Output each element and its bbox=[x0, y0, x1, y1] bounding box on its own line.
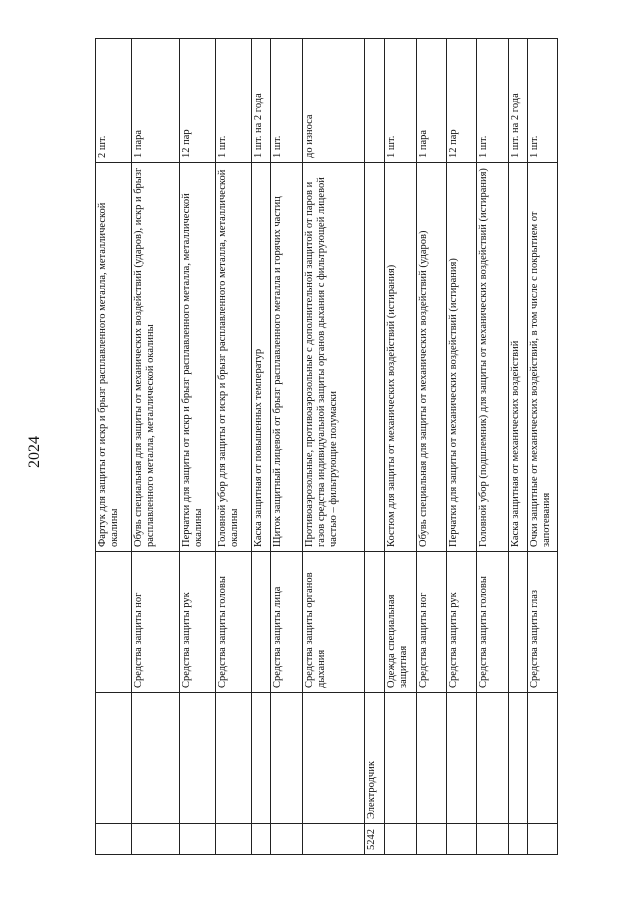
ppe-table-rotated bbox=[95, 63, 552, 855]
table-row bbox=[447, 39, 477, 855]
table-row bbox=[303, 39, 365, 855]
cell-code bbox=[96, 824, 132, 855]
cell-code bbox=[385, 824, 417, 855]
cell-norm: 12 пар bbox=[447, 39, 477, 163]
cell-ppe-type: Средства защиты глаз bbox=[528, 552, 558, 693]
cell-profession bbox=[271, 693, 303, 824]
cell-code bbox=[252, 824, 271, 855]
table-row bbox=[180, 39, 216, 855]
cell-profession bbox=[180, 693, 216, 824]
cell-ppe-description: Очки защитные от механических воздействий, в том числе с покрытием от запотевания bbox=[528, 163, 558, 552]
cell-ppe-description: Обувь специальная для защиты от механических воздействий (ударов) bbox=[417, 163, 447, 552]
cell-profession bbox=[96, 693, 132, 824]
cell-code bbox=[447, 824, 477, 855]
cell-ppe-description: Каска защитная от механических воздействий bbox=[509, 163, 528, 552]
cell-ppe-type bbox=[252, 552, 271, 693]
cell-code bbox=[477, 824, 509, 855]
cell-profession bbox=[252, 693, 271, 824]
cell-code bbox=[216, 824, 252, 855]
cell-code bbox=[132, 824, 180, 855]
cell-ppe-description: Перчатки для защиты от искр и брызг расплавленного металла, металлической окалины bbox=[180, 163, 216, 552]
cell-norm: 1 шт. bbox=[216, 39, 252, 163]
cell-ppe-description: Головной убор (подшлемник) для защиты от механических воздействий (истирания) bbox=[477, 163, 509, 552]
table-row bbox=[216, 39, 252, 855]
cell-code bbox=[180, 824, 216, 855]
cell-ppe-type: Средства защиты ног bbox=[132, 552, 180, 693]
cell-profession bbox=[417, 693, 447, 824]
table-row bbox=[509, 39, 528, 855]
ppe-table bbox=[95, 38, 558, 855]
cell-profession bbox=[528, 693, 558, 824]
cell-ppe-type bbox=[96, 552, 132, 693]
cell-ppe-description: Перчатки для защиты от механических воздействий (истирания) bbox=[447, 163, 477, 552]
cell-norm: 1 пара bbox=[132, 39, 180, 163]
cell-ppe-type: Средства защиты головы bbox=[477, 552, 509, 693]
cell-norm: 1 шт. на 2 года bbox=[509, 39, 528, 163]
cell-ppe-description: Противоаэрозольные, противоаэрозольные с дополнительной защитой от паров и газов средства индивидуальной защиты органов дыхания с фильтрующей лицевой частью – фильтрующие полумаски bbox=[303, 163, 365, 552]
table-row bbox=[271, 39, 303, 855]
cell-ppe-description: Каска защитная от повышенных температур bbox=[252, 163, 271, 552]
cell-norm: 12 пар bbox=[180, 39, 216, 163]
cell-ppe-description: Костюм для защиты от механических воздействий (истирания) bbox=[385, 163, 417, 552]
cell-code bbox=[509, 824, 528, 855]
cell-ppe-description bbox=[365, 163, 385, 552]
cell-code bbox=[303, 824, 365, 855]
table-row bbox=[252, 39, 271, 855]
cell-code bbox=[528, 824, 558, 855]
table-row bbox=[528, 39, 558, 855]
cell-ppe-description: Фартук для защиты от искр и брызг расплавленного металла, металлической окалины bbox=[96, 163, 132, 552]
cell-norm: 1 шт. bbox=[385, 39, 417, 163]
cell-ppe-type: Средства защиты рук bbox=[180, 552, 216, 693]
cell-code bbox=[271, 824, 303, 855]
cell-ppe-type: Одежда специальная защитная bbox=[385, 552, 417, 693]
cell-code bbox=[417, 824, 447, 855]
cell-profession bbox=[303, 693, 365, 824]
cell-norm: до износа bbox=[303, 39, 365, 163]
cell-ppe-type: Средства защиты лица bbox=[271, 552, 303, 693]
cell-code: 5242 bbox=[365, 824, 385, 855]
table-row bbox=[417, 39, 447, 855]
table-row bbox=[96, 39, 132, 855]
cell-ppe-type bbox=[365, 552, 385, 693]
table-row bbox=[385, 39, 417, 855]
cell-norm: 1 шт. bbox=[477, 39, 509, 163]
cell-ppe-description: Головной убор для защиты от искр и брызг расплавленного металла, металлической окалины bbox=[216, 163, 252, 552]
cell-profession bbox=[477, 693, 509, 824]
cell-profession bbox=[509, 693, 528, 824]
table-row bbox=[132, 39, 180, 855]
cell-ppe-type: Средства защиты рук bbox=[447, 552, 477, 693]
cell-norm: 1 шт. bbox=[528, 39, 558, 163]
cell-profession bbox=[216, 693, 252, 824]
cell-ppe-type: Средства защиты ног bbox=[417, 552, 447, 693]
cell-profession bbox=[132, 693, 180, 824]
cell-profession bbox=[385, 693, 417, 824]
cell-ppe-type: Средства защиты органов дыхания bbox=[303, 552, 365, 693]
table-row bbox=[477, 39, 509, 855]
cell-ppe-description: Щиток защитный лицевой от брызг расплавленного металла и горячих частиц bbox=[271, 163, 303, 552]
cell-ppe-type: Средства защиты головы bbox=[216, 552, 252, 693]
cell-profession: Электродчик bbox=[365, 693, 385, 824]
cell-norm bbox=[365, 39, 385, 163]
page-number: 2024 bbox=[26, 436, 43, 468]
cell-profession bbox=[447, 693, 477, 824]
cell-norm: 1 шт. bbox=[271, 39, 303, 163]
cell-ppe-type bbox=[509, 552, 528, 693]
cell-ppe-description: Обувь специальная для защиты от механических воздействий (ударов), искр и брызг расплавленного металла, металлической окалины bbox=[132, 163, 180, 552]
table-row-profession bbox=[365, 39, 385, 855]
cell-norm: 1 шт. на 2 года bbox=[252, 39, 271, 163]
cell-norm: 1 пара bbox=[417, 39, 447, 163]
cell-norm: 2 шт. bbox=[96, 39, 132, 163]
